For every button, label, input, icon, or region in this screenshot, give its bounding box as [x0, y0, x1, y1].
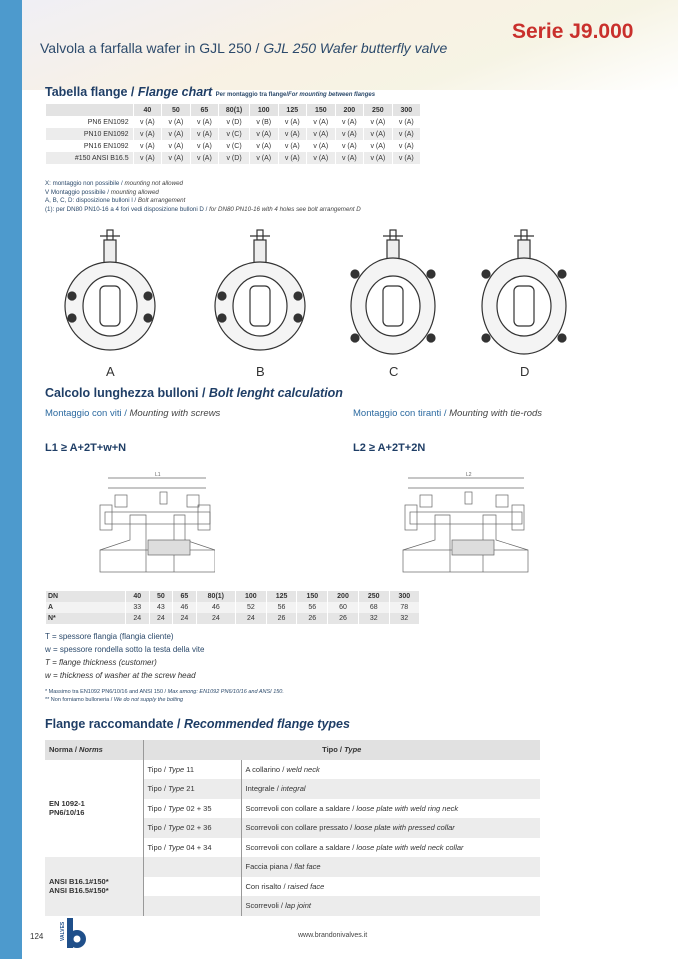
- column-header: 40: [126, 591, 150, 602]
- table-cell: 46: [173, 602, 197, 613]
- table-cell: v (A): [162, 116, 191, 128]
- column-header: 200: [328, 591, 359, 602]
- flange-chart-table: [45, 104, 420, 164]
- norm-cell: EN 1092-1 PN6/10/16: [45, 760, 143, 858]
- table-cell: 60: [328, 602, 359, 613]
- footnote: ** Non forniamo bulloneria / We do not supply the bolting: [45, 697, 184, 703]
- column-header: DN: [46, 591, 126, 602]
- table-cell: v (A): [278, 116, 307, 128]
- page-number: 124: [30, 932, 44, 941]
- row-label: N*: [46, 613, 126, 624]
- table-row: [46, 591, 420, 602]
- table-row: [46, 128, 421, 140]
- table-cell: 43: [149, 602, 173, 613]
- table-cell: v (C): [219, 140, 250, 152]
- table-cell: v (A): [133, 128, 162, 140]
- table-row: [46, 116, 421, 128]
- norm-cell: ANSI B16.1#150* ANSI B16.5#150*: [45, 857, 143, 916]
- footnote: * Massimo tra EN1092 PN6/10/16 and ANSI 150 / Max among: EN1092 PN6/10/16 and ANSI 150.: [45, 689, 284, 695]
- brand-logo: [58, 915, 88, 951]
- valve-drawing-A: [65, 230, 155, 350]
- table-cell: v (A): [392, 152, 420, 164]
- table-row: [46, 140, 421, 152]
- table-cell: v (A): [278, 140, 307, 152]
- description-cell: Scorrevoli con collare a saldare / loose plate with weld neck collar: [241, 838, 540, 858]
- column-header: 200: [335, 104, 364, 116]
- table-cell: v (A): [335, 152, 364, 164]
- table-cell: v (A): [392, 116, 420, 128]
- table-cell: 24: [173, 613, 197, 624]
- tie-rods-subheading: Montaggio con tiranti / Mounting with tie-rods: [353, 408, 543, 419]
- type-cell: Tipo / Type 11: [143, 760, 241, 780]
- note: w = spessore rondella sotto la testa della vite: [45, 645, 205, 654]
- description-cell: Faccia piana / flat face: [241, 857, 540, 877]
- table-cell: v (A): [133, 152, 162, 164]
- table-cell: v (D): [219, 116, 250, 128]
- table-cell: v (A): [307, 128, 336, 140]
- table-cell: v (C): [219, 128, 250, 140]
- bolt-calc-heading: Calcolo lunghezza bulloni / Bolt lenght calculation: [45, 386, 343, 400]
- column-header: 150: [297, 591, 328, 602]
- screws-subheading: Montaggio con viti / Mounting with screws: [45, 408, 221, 419]
- table-cell: 56: [266, 602, 297, 613]
- type-cell: Tipo / Type 02 + 36: [143, 818, 241, 838]
- table-cell: 46: [196, 602, 235, 613]
- table-cell: 26: [297, 613, 328, 624]
- flange-chart-heading: Tabella flange / Flange chart Per montaggio tra flange/For mounting between flanges: [45, 85, 376, 99]
- table-cell: v (A): [190, 116, 219, 128]
- table-cell: v (A): [162, 128, 191, 140]
- valve-drawing-D: [482, 230, 566, 354]
- table-cell: v (A): [307, 140, 336, 152]
- flange-chart-notes: [45, 180, 361, 214]
- table-cell: v (A): [278, 128, 307, 140]
- column-header: 250: [358, 591, 389, 602]
- valve-drawing-B: [215, 230, 305, 350]
- bolt-footnotes: [45, 688, 284, 704]
- description-cell: Con risalto / raised face: [241, 877, 540, 897]
- table-cell: v (A): [335, 128, 364, 140]
- table-cell: v (A): [335, 140, 364, 152]
- type-cell: Tipo / Type 21: [143, 779, 241, 799]
- table-cell: v (A): [364, 116, 393, 128]
- formula-l2: L2 ≥ A+2T+2N: [353, 442, 426, 454]
- column-header: 65: [190, 104, 219, 116]
- column-header: 300: [389, 591, 419, 602]
- table-cell: 24: [196, 613, 235, 624]
- type-cell: Tipo / Type 04 + 34: [143, 838, 241, 858]
- note: X: montaggio non possibile / mounting not allowed: [45, 180, 183, 187]
- table-cell: 26: [328, 613, 359, 624]
- table-row: [45, 857, 540, 877]
- description-cell: A collarino / weld neck: [241, 760, 540, 780]
- table-cell: v (A): [335, 116, 364, 128]
- type-header: Tipo / Type: [143, 740, 540, 760]
- column-header: 80(1): [196, 591, 235, 602]
- table-cell: v (A): [249, 128, 278, 140]
- description-cell: Scorrevoli con collare a saldare / loose plate with weld ring neck: [241, 799, 540, 819]
- table-cell: v (A): [392, 128, 420, 140]
- arrangement-label: A: [106, 364, 115, 379]
- table-cell: 24: [235, 613, 266, 624]
- column-header: 100: [235, 591, 266, 602]
- table-cell: v (D): [219, 152, 250, 164]
- table-cell: 32: [389, 613, 419, 624]
- table-cell: v (A): [133, 116, 162, 128]
- description-cell: Scorrevoli con collare pressato / loose plate with pressed collar: [241, 818, 540, 838]
- column-header: 300: [392, 104, 420, 116]
- svg-text:L1: L1: [155, 472, 161, 478]
- note: V Montaggio possibile / mounting allowed: [45, 188, 159, 196]
- table-cell: 78: [389, 602, 419, 613]
- note: (1): per DN80 PN10-16 a 4 fori vedi disposizione bulloni D / for DN80 PN10-16 with 4 holes see bolt arrangement D: [45, 205, 361, 213]
- table-cell: v (A): [133, 140, 162, 152]
- description-cell: Scorrevoli / lap joint: [241, 896, 540, 916]
- sidebar-stripe: [0, 0, 22, 959]
- flange-types-table: [45, 740, 540, 916]
- table-cell: 52: [235, 602, 266, 613]
- table-cell: v (A): [249, 140, 278, 152]
- bolt-arrangement-drawings: [60, 226, 600, 386]
- column-header: 250: [364, 104, 393, 116]
- column-header: 50: [149, 591, 173, 602]
- table-cell: v (A): [190, 128, 219, 140]
- note: T = spessore flangia (flangia cliente): [45, 632, 174, 641]
- table-cell: 56: [297, 602, 328, 613]
- column-header: 80(1): [219, 104, 250, 116]
- note: w = thickness of washer at the screw head: [45, 671, 196, 680]
- column-header: 50: [162, 104, 191, 116]
- row-label: PN6 EN1092: [46, 116, 134, 128]
- page-subtitle: Valvola a farfalla wafer in GJL 250 / GJL 250 Wafer butterfly valve: [40, 40, 448, 56]
- row-label: PN10 EN1092: [46, 128, 134, 140]
- screw-mounting-diagram: [85, 470, 215, 580]
- table-row: [45, 760, 540, 780]
- column-header: 125: [278, 104, 307, 116]
- table-cell: v (A): [392, 140, 420, 152]
- table-header-row: [46, 104, 421, 116]
- tie-rod-mounting-diagram: [400, 470, 530, 580]
- table-cell: v (B): [249, 116, 278, 128]
- table-cell: 33: [126, 602, 150, 613]
- row-label: #150 ANSI B16.5: [46, 152, 134, 164]
- table-row: [46, 613, 420, 624]
- svg-text:VALVES: VALVES: [60, 921, 66, 941]
- table-cell: v (A): [307, 116, 336, 128]
- column-header: 100: [249, 104, 278, 116]
- column-header: 40: [133, 104, 162, 116]
- website-url: www.brandonivalves.it: [298, 932, 368, 939]
- table-cell: 26: [266, 613, 297, 624]
- series-title: Serie J9.000: [512, 20, 634, 43]
- bolt-dimension-table: [45, 591, 419, 624]
- table-cell: v (A): [162, 152, 191, 164]
- flange-types-heading: Flange raccomandate / Recommended flange types: [45, 717, 350, 731]
- table-row: [46, 602, 420, 613]
- note: A, B, C, D: disposizione bulloni l / Bolt arrangement: [45, 197, 186, 204]
- bolt-notes: [45, 630, 204, 682]
- arrangement-label: C: [389, 364, 399, 379]
- description-cell: Integrale / integral: [241, 779, 540, 799]
- table-cell: v (A): [364, 152, 393, 164]
- table-cell: 24: [126, 613, 150, 624]
- note: T = flange thickness (customer): [45, 658, 157, 667]
- table-cell: v (A): [249, 152, 278, 164]
- table-header-row: [45, 740, 540, 760]
- column-header: 150: [307, 104, 336, 116]
- column-header: 65: [173, 591, 197, 602]
- table-cell: v (A): [364, 140, 393, 152]
- column-header: 125: [266, 591, 297, 602]
- formula-l1: L1 ≥ A+2T+w+N: [45, 442, 127, 454]
- arrangement-label: B: [256, 364, 265, 379]
- row-label: A: [46, 602, 126, 613]
- table-cell: v (A): [190, 140, 219, 152]
- table-cell: v (A): [162, 140, 191, 152]
- table-cell: v (A): [307, 152, 336, 164]
- table-cell: v (A): [190, 152, 219, 164]
- table-cell: 68: [358, 602, 389, 613]
- table-cell: 32: [358, 613, 389, 624]
- valve-drawing-C: [351, 230, 435, 354]
- arrangement-label: D: [520, 364, 530, 379]
- norm-header: Norma / Norms: [45, 740, 143, 760]
- table-row: [46, 152, 421, 164]
- svg-text:L2: L2: [466, 472, 472, 478]
- type-cell: Tipo / Type 02 + 35: [143, 799, 241, 819]
- row-label: PN16 EN1092: [46, 140, 134, 152]
- table-cell: v (A): [278, 152, 307, 164]
- table-cell: v (A): [364, 128, 393, 140]
- table-cell: 24: [149, 613, 173, 624]
